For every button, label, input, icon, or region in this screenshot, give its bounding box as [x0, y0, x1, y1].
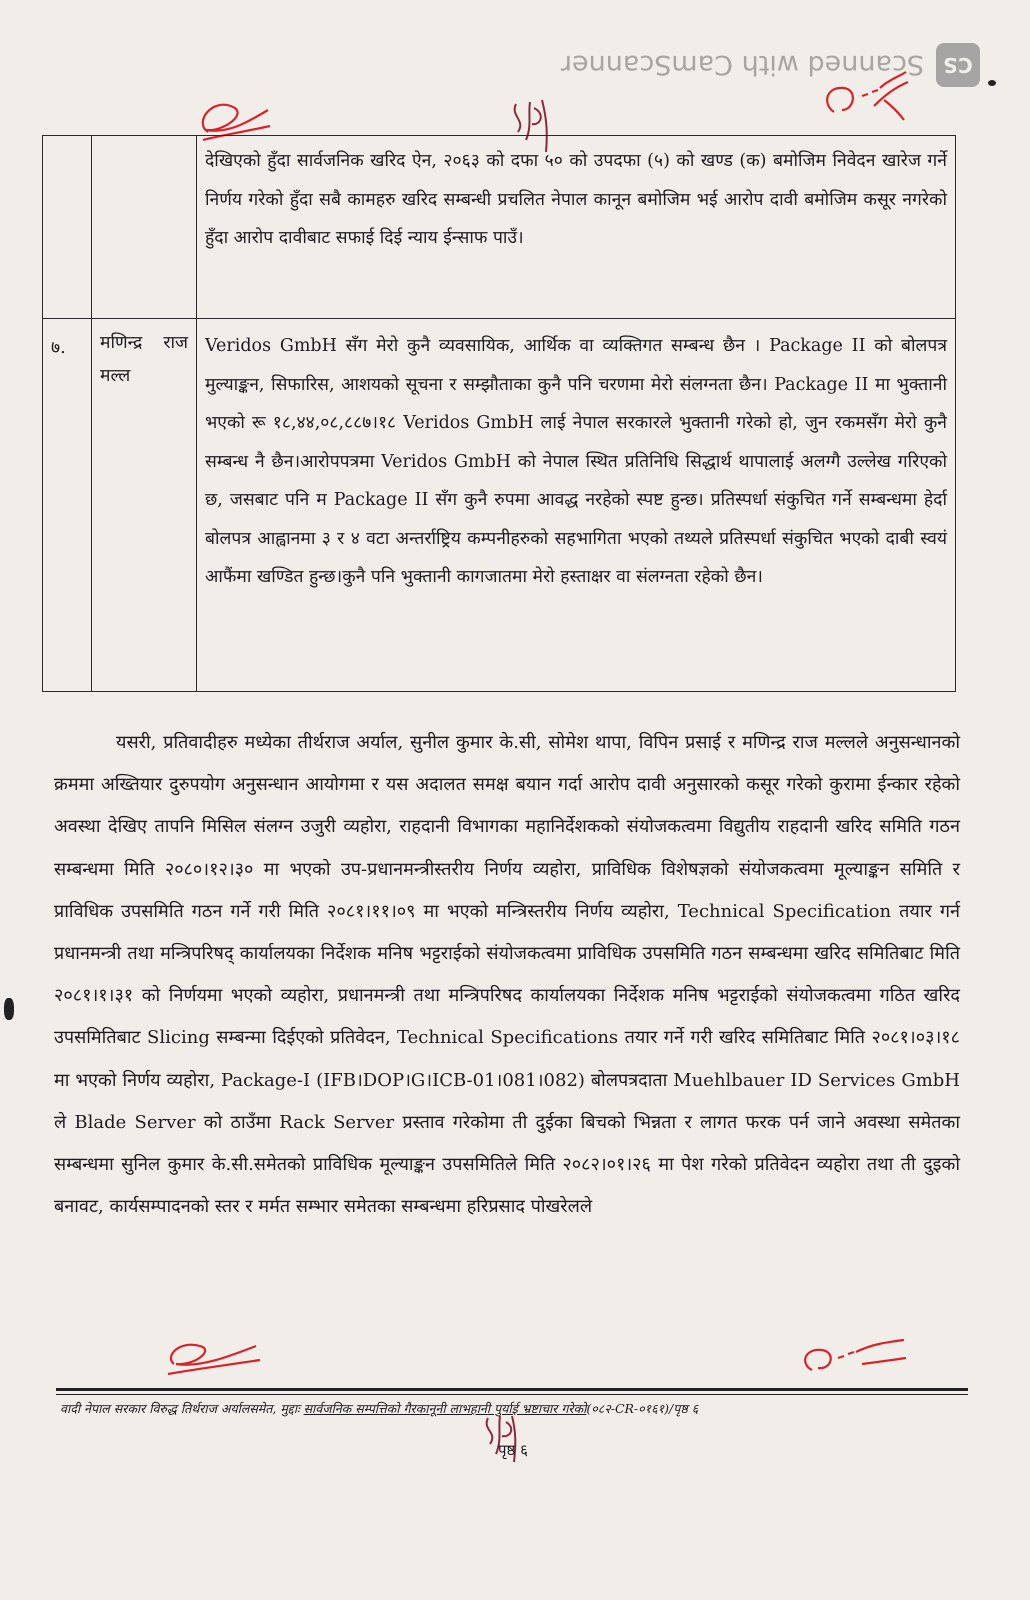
- statement-text: Veridos GmbH सँग मेरो कुनै व्यवसायिक, आर्थिक वा व्यक्तिगत सम्बन्ध छैन । Package II को बोलपत्र मुल्याङ्कन, सिफारिस, आशयको सूचना र सम्झौताका कुनै पनि चरणमा मेरो संलग्नता छैन। Package II मा भुक्तानी भएको रू १८,४४,०८,८८७।१८ Veridos GmbH लाई नेपाल सरकारले भुक्तानी गरेको हो, जुन रकमसँग मेरो कुनै सम्बन्ध नै छैन।आरोपपत्रमा Veridos GmbH को नेपाल स्थित प्रतिनिधि सिद्धार्थ थापालाई अलग्गै उल्लेख गरिएको छ, जसबाट पनि म Package II सँग कुनै रुपमा आवद्ध नरहेको स्पष्ट हुन्छ। प्रतिस्पर्धा संकुचित गर्ने सम्बन्धमा हेर्दा बोलपत्र आह्वानमा ३ र ४ वटा अन्तर्राष्ट्रिय कम्पनीहरुको सहभागिता भएको तथ्यले प्रतिस्पर्धा संकुचित भएको दाबी स्वयं आफैंमा खण्डित हुन्छ।कुनै पनि भुक्तानी कागजातमा मेरो हस्ताक्षर वा संलग्नता रहेको छैन।: [197, 319, 956, 692]
- signature-bottom-right: [792, 1334, 912, 1384]
- statement-text: देखिएको हुँदा सार्वजनिक खरिद ऐन, २०६३ को दफा ५० को उपदफा (५) को खण्ड (क) बमोजिम निवेदन खारेज गर्ने निर्णय गरेको हुँदा सबै कामहरु खरिद सम्बन्धी प्रचलित नेपाल कानून बमोजिम भई आरोप दावी बमोजिम कसूर नगरेको हुँदा आरोप दावीबाट सफाई दिई न्याय ईन्साफ पाउँ।: [197, 136, 956, 319]
- defendant-name: [92, 136, 197, 319]
- signature-top-right: [814, 66, 914, 130]
- row-number: ७.: [43, 319, 92, 692]
- footer-case-ref: (०८२-CR-०१६१): [586, 1401, 670, 1416]
- footer-rule: [56, 1388, 968, 1391]
- body-paragraph: यसरी, प्रतिवादीहरु मध्येका तीर्थराज अर्याल, सुनील कुमार के.सी, सोमेश थापा, विपिन प्रसाई र मणिन्द्र राज मल्लले अनुसन्धानको क्रममा अख्तियार दुरुपयोग अनुसन्धान आयोगमा र यस अदालत समक्ष बयान गर्दा आरोप दावी अनुसारको कसूर गरेको कुरामा ईन्कार रहेको अवस्था देखिए तापनि मिसिल संलग्न उजुरी व्यहोरा, राहदानी विभागका महानिर्देशकको संयोजकत्वमा विद्युतीय राहदानी खरिद समिति गठन सम्बन्धमा मिति २०८०।१२।३० मा भएको उप-प्रधानमन्त्रीस्तरीय निर्णय व्यहोरा, प्राविधिक विशेषज्ञको संयोजकत्वमा मूल्याङ्कन समिति र प्राविधिक उपसमिति गठन गर्ने गरी मिति २०८१।११।०९ मा भएको मन्त्रिस्तरीय निर्णय व्यहोरा, Technical Specification तयार गर्न प्रधानमन्त्री तथा मन्त्रिपरिषद् कार्यालयका निर्देशक मनिष भट्टराईको संयोजकत्वमा प्राविधिक उपसमिति गठन सम्बन्धमा खरिद समितिबाट मिति २०८१।१।३१ को निर्णयमा भएको व्यहोरा, प्रधानमन्त्री तथा मन्त्रिपरिषद कार्यालयका निर्देशक मनिष भट्टराईको संयोजकत्वमा गठित खरिद उपसमितिबाट Slicing सम्बन्मा दिईएको प्रतिवेदन, Technical Specifications तयार गर्ने गरी खरिद समितिबाट मिति २०८१।०३।१८ मा भएको निर्णय व्यहोरा, Package-I (IFB।DOP।G।ICB-01।081।082) बोलपत्रदाता Muehlbauer ID Services GmbH ले Blade Server को ठाउँमा Rack Server प्रस्ताव गरेकोमा ती दुईका बिचको भिन्नता र लागत फरक पर्न जाने अवस्था समेतका सम्बन्धमा सुनिल कुमार के.सी.समेतको प्राविधिक मूल्याङ्कन उपसमितिले मिति २०८२।०१।२६ मा पेश गरेको प्रतिवेदन व्यहोरा तथा ती दुइको बनावट, कार्यसम्पादनको स्तर र मर्मत सम्भार समेतका सम्बन्धमा हरिप्रसाद पोखरेलले: [54, 732, 960, 1218]
- footer-page-ref: पृष्ठ ६: [673, 1401, 699, 1416]
- footer-case-title: सार्वजनिक सम्पत्तिको गैरकानूनी लाभहानी पुर्याई भ्रष्टाचार गरेको: [303, 1401, 587, 1416]
- camscanner-text: Scanned with CamScanner: [560, 49, 924, 81]
- defendant-name: मणिन्द्र राज मल्ल: [92, 319, 197, 692]
- page-number: पृष्ठ ६: [498, 1441, 528, 1459]
- footer-prefix: वादी नेपाल सरकार विरुद्ध तिर्थराज अर्यालसमेत, मुद्दाः: [60, 1401, 304, 1416]
- row-number: [43, 136, 92, 319]
- camscanner-watermark: [560, 40, 980, 90]
- statement-table: [42, 135, 956, 692]
- scan-dot: [4, 998, 14, 1020]
- signature-bottom-left: [160, 1334, 270, 1384]
- table-row: [43, 319, 956, 692]
- scan-dot: [988, 80, 996, 86]
- footer-rule-thin: [56, 1394, 968, 1395]
- case-footer: वादी नेपाल सरकार विरुद्ध तिर्थराज अर्यालसमेत, मुद्दाः सार्वजनिक सम्पत्तिको गैरकानूनी लाभहानी पुर्याई भ्रष्टाचार गरेको(०८२-CR-०१६१)/पृष्ठ ६: [60, 1401, 699, 1416]
- table-row: [43, 136, 956, 319]
- camscanner-logo-icon: CS: [936, 43, 980, 87]
